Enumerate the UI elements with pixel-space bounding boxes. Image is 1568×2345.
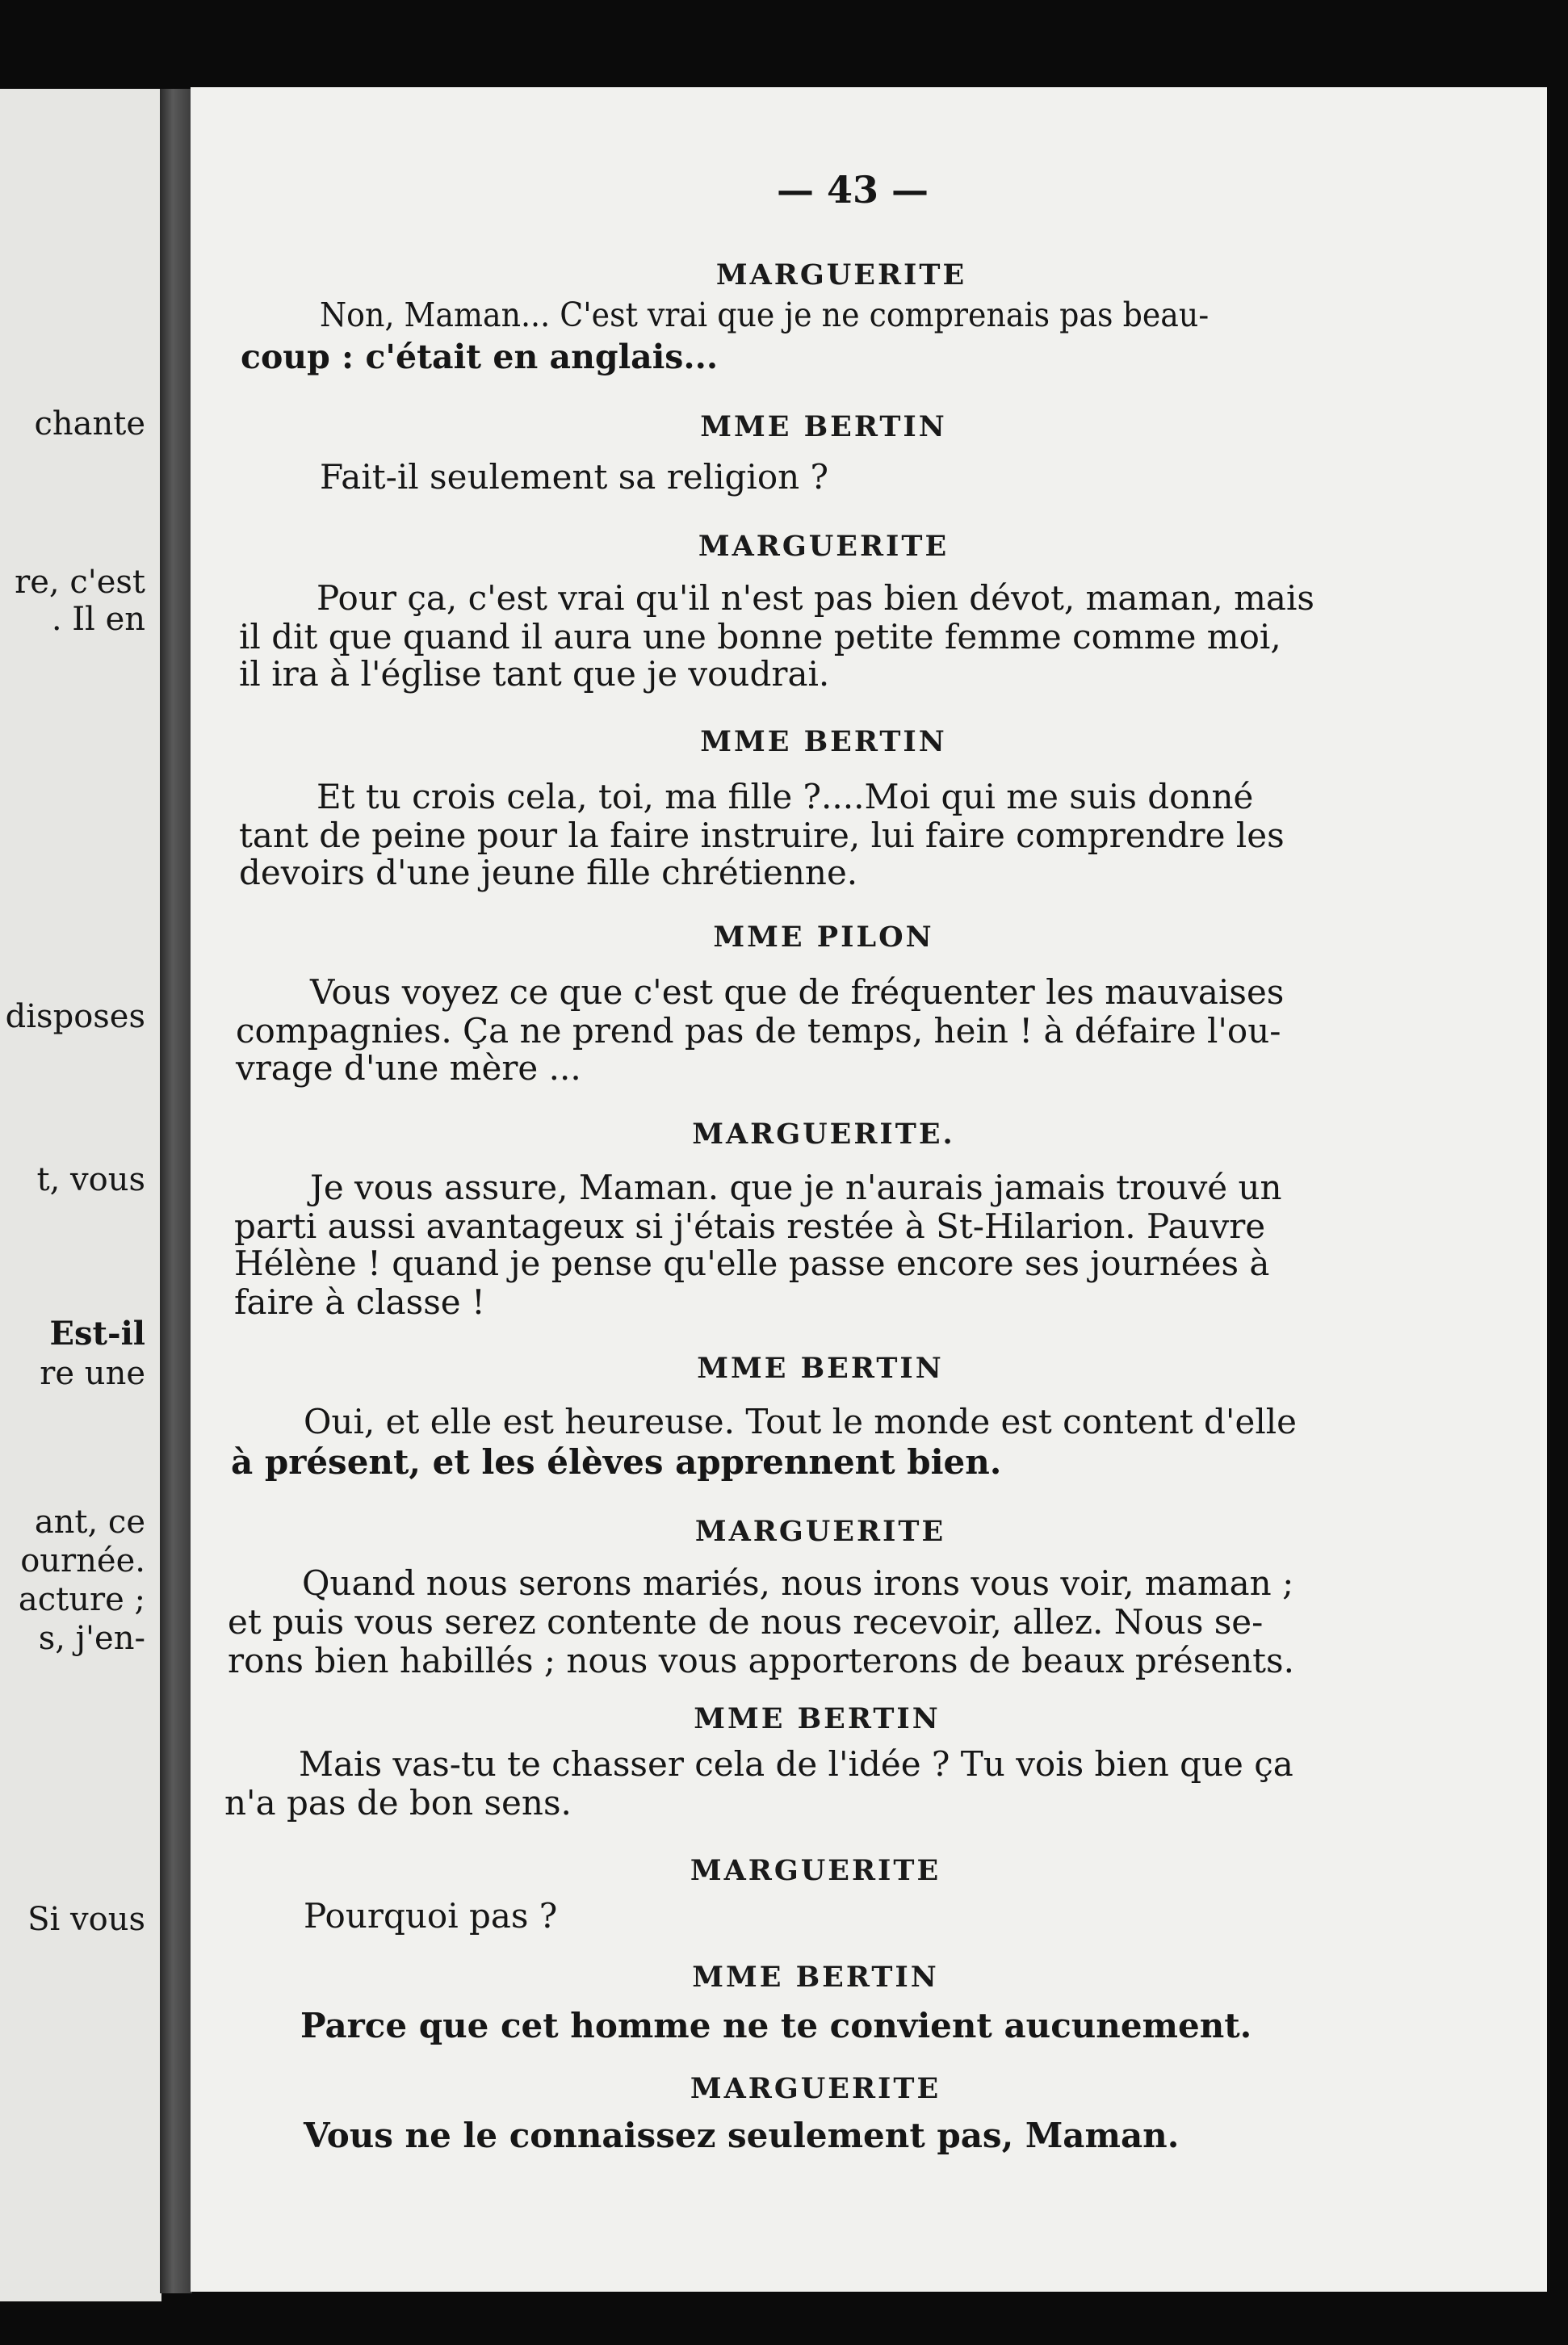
dialogue-line: parti aussi avantageux si j'étais restée à St-Hilarion. Pauvre bbox=[234, 1206, 1266, 1246]
left-fragment-line: Est-il bbox=[49, 1315, 145, 1353]
dialogue-line: rons bien habillés ; nous vous apporterons de beaux présents. bbox=[228, 1641, 1294, 1680]
left-fragment-line: chante bbox=[34, 405, 145, 443]
speaker-name: MME BERTIN bbox=[692, 1961, 939, 1994]
speaker-name: MARGUERITE bbox=[690, 2072, 941, 2105]
left-fragment-line: acture ; bbox=[18, 1581, 145, 1618]
page-43 bbox=[191, 87, 1547, 2292]
dialogue-line: coup : c'était en anglais... bbox=[241, 338, 719, 376]
dialogue-line: Oui, et elle est heureuse. Tout le monde est content d'elle bbox=[304, 1402, 1298, 1441]
speaker-name: MARGUERITE bbox=[698, 530, 950, 563]
speaker-name: MARGUERITE. bbox=[692, 1118, 955, 1151]
left-fragment-line: disposes bbox=[5, 998, 145, 1035]
dialogue-line: Parce que cet homme ne te convient aucunement. bbox=[300, 2006, 1252, 2045]
dialogue-line: Pourquoi pas ? bbox=[304, 1896, 558, 1936]
speaker-name: MARGUERITE bbox=[715, 258, 967, 292]
page-number: — 43 — bbox=[776, 168, 929, 212]
dialogue-line: Je vous assure, Maman. que je n'aurais jamais trouvé un bbox=[310, 1168, 1282, 1207]
left-fragment-line: . Il en bbox=[51, 601, 145, 638]
dialogue-line: Quand nous serons mariés, nous irons vous voir, maman ; bbox=[302, 1563, 1294, 1603]
dialogue-line: vrage d'une mère ... bbox=[236, 1048, 581, 1088]
book-gutter bbox=[160, 89, 192, 2293]
dialogue-line: Fait-il seulement sa religion ? bbox=[320, 457, 829, 497]
dialogue-line: Vous voyez ce que c'est que de fréquenter les mauvaises bbox=[310, 972, 1285, 1012]
left-fragment-line: Si vous bbox=[27, 1901, 145, 1938]
speaker-name: MME BERTIN bbox=[700, 725, 947, 758]
dialogue-line: faire à classe ! bbox=[234, 1282, 485, 1322]
speaker-name: MARGUERITE bbox=[694, 1515, 946, 1548]
dialogue-line: il dit que quand il aura une bonne petite femme comme moi, bbox=[239, 617, 1281, 657]
left-page-fragment bbox=[0, 89, 161, 2301]
dialogue-line: compagnies. Ça ne prend pas de temps, hein ! à défaire l'ou- bbox=[236, 1011, 1281, 1051]
dialogue-line: devoirs d'une jeune fille chrétienne. bbox=[239, 853, 858, 892]
dialogue-line: Non, Maman... C'est vrai que je ne comprenais pas beau- bbox=[320, 296, 1210, 334]
dialogue-line: Vous ne le connaissez seulement pas, Maman. bbox=[304, 2116, 1180, 2155]
left-fragment-line: ant, ce bbox=[34, 1504, 145, 1541]
dialogue-line: et puis vous serez contente de nous recevoir, allez. Nous se- bbox=[228, 1602, 1264, 1642]
left-fragment-line: ournée. bbox=[20, 1542, 145, 1579]
speaker-name: MME BERTIN bbox=[697, 1352, 944, 1385]
dialogue-line: à présent, et les élèves apprennent bien. bbox=[231, 1442, 1002, 1482]
dialogue-line: tant de peine pour la faire instruire, lui faire comprendre les bbox=[239, 816, 1285, 855]
speaker-name: MME BERTIN bbox=[694, 1702, 941, 1735]
speaker-name: MARGUERITE bbox=[690, 1854, 941, 1887]
dialogue-line: Hélène ! quand je pense qu'elle passe encore ses journées à bbox=[234, 1244, 1270, 1283]
left-fragment-line: t, vous bbox=[36, 1161, 145, 1198]
speaker-name: MME PILON bbox=[713, 921, 934, 954]
left-fragment-line: s, j'en- bbox=[38, 1620, 145, 1657]
left-fragment-line: re, c'est bbox=[15, 564, 145, 601]
speaker-name: MME BERTIN bbox=[700, 410, 947, 443]
dialogue-line: n'a pas de bon sens. bbox=[224, 1783, 572, 1823]
dialogue-line: Mais vas-tu te chasser cela de l'idée ? Tu vois bien que ça bbox=[299, 1744, 1293, 1784]
left-fragment-line: re une bbox=[40, 1355, 145, 1392]
dialogue-line: il ira à l'église tant que je voudrai. bbox=[239, 654, 830, 694]
dialogue-line: Et tu crois cela, toi, ma fille ?....Moi qui me suis donné bbox=[317, 777, 1254, 816]
dialogue-line: Pour ça, c'est vrai qu'il n'est pas bien dévot, maman, mais bbox=[317, 578, 1314, 618]
